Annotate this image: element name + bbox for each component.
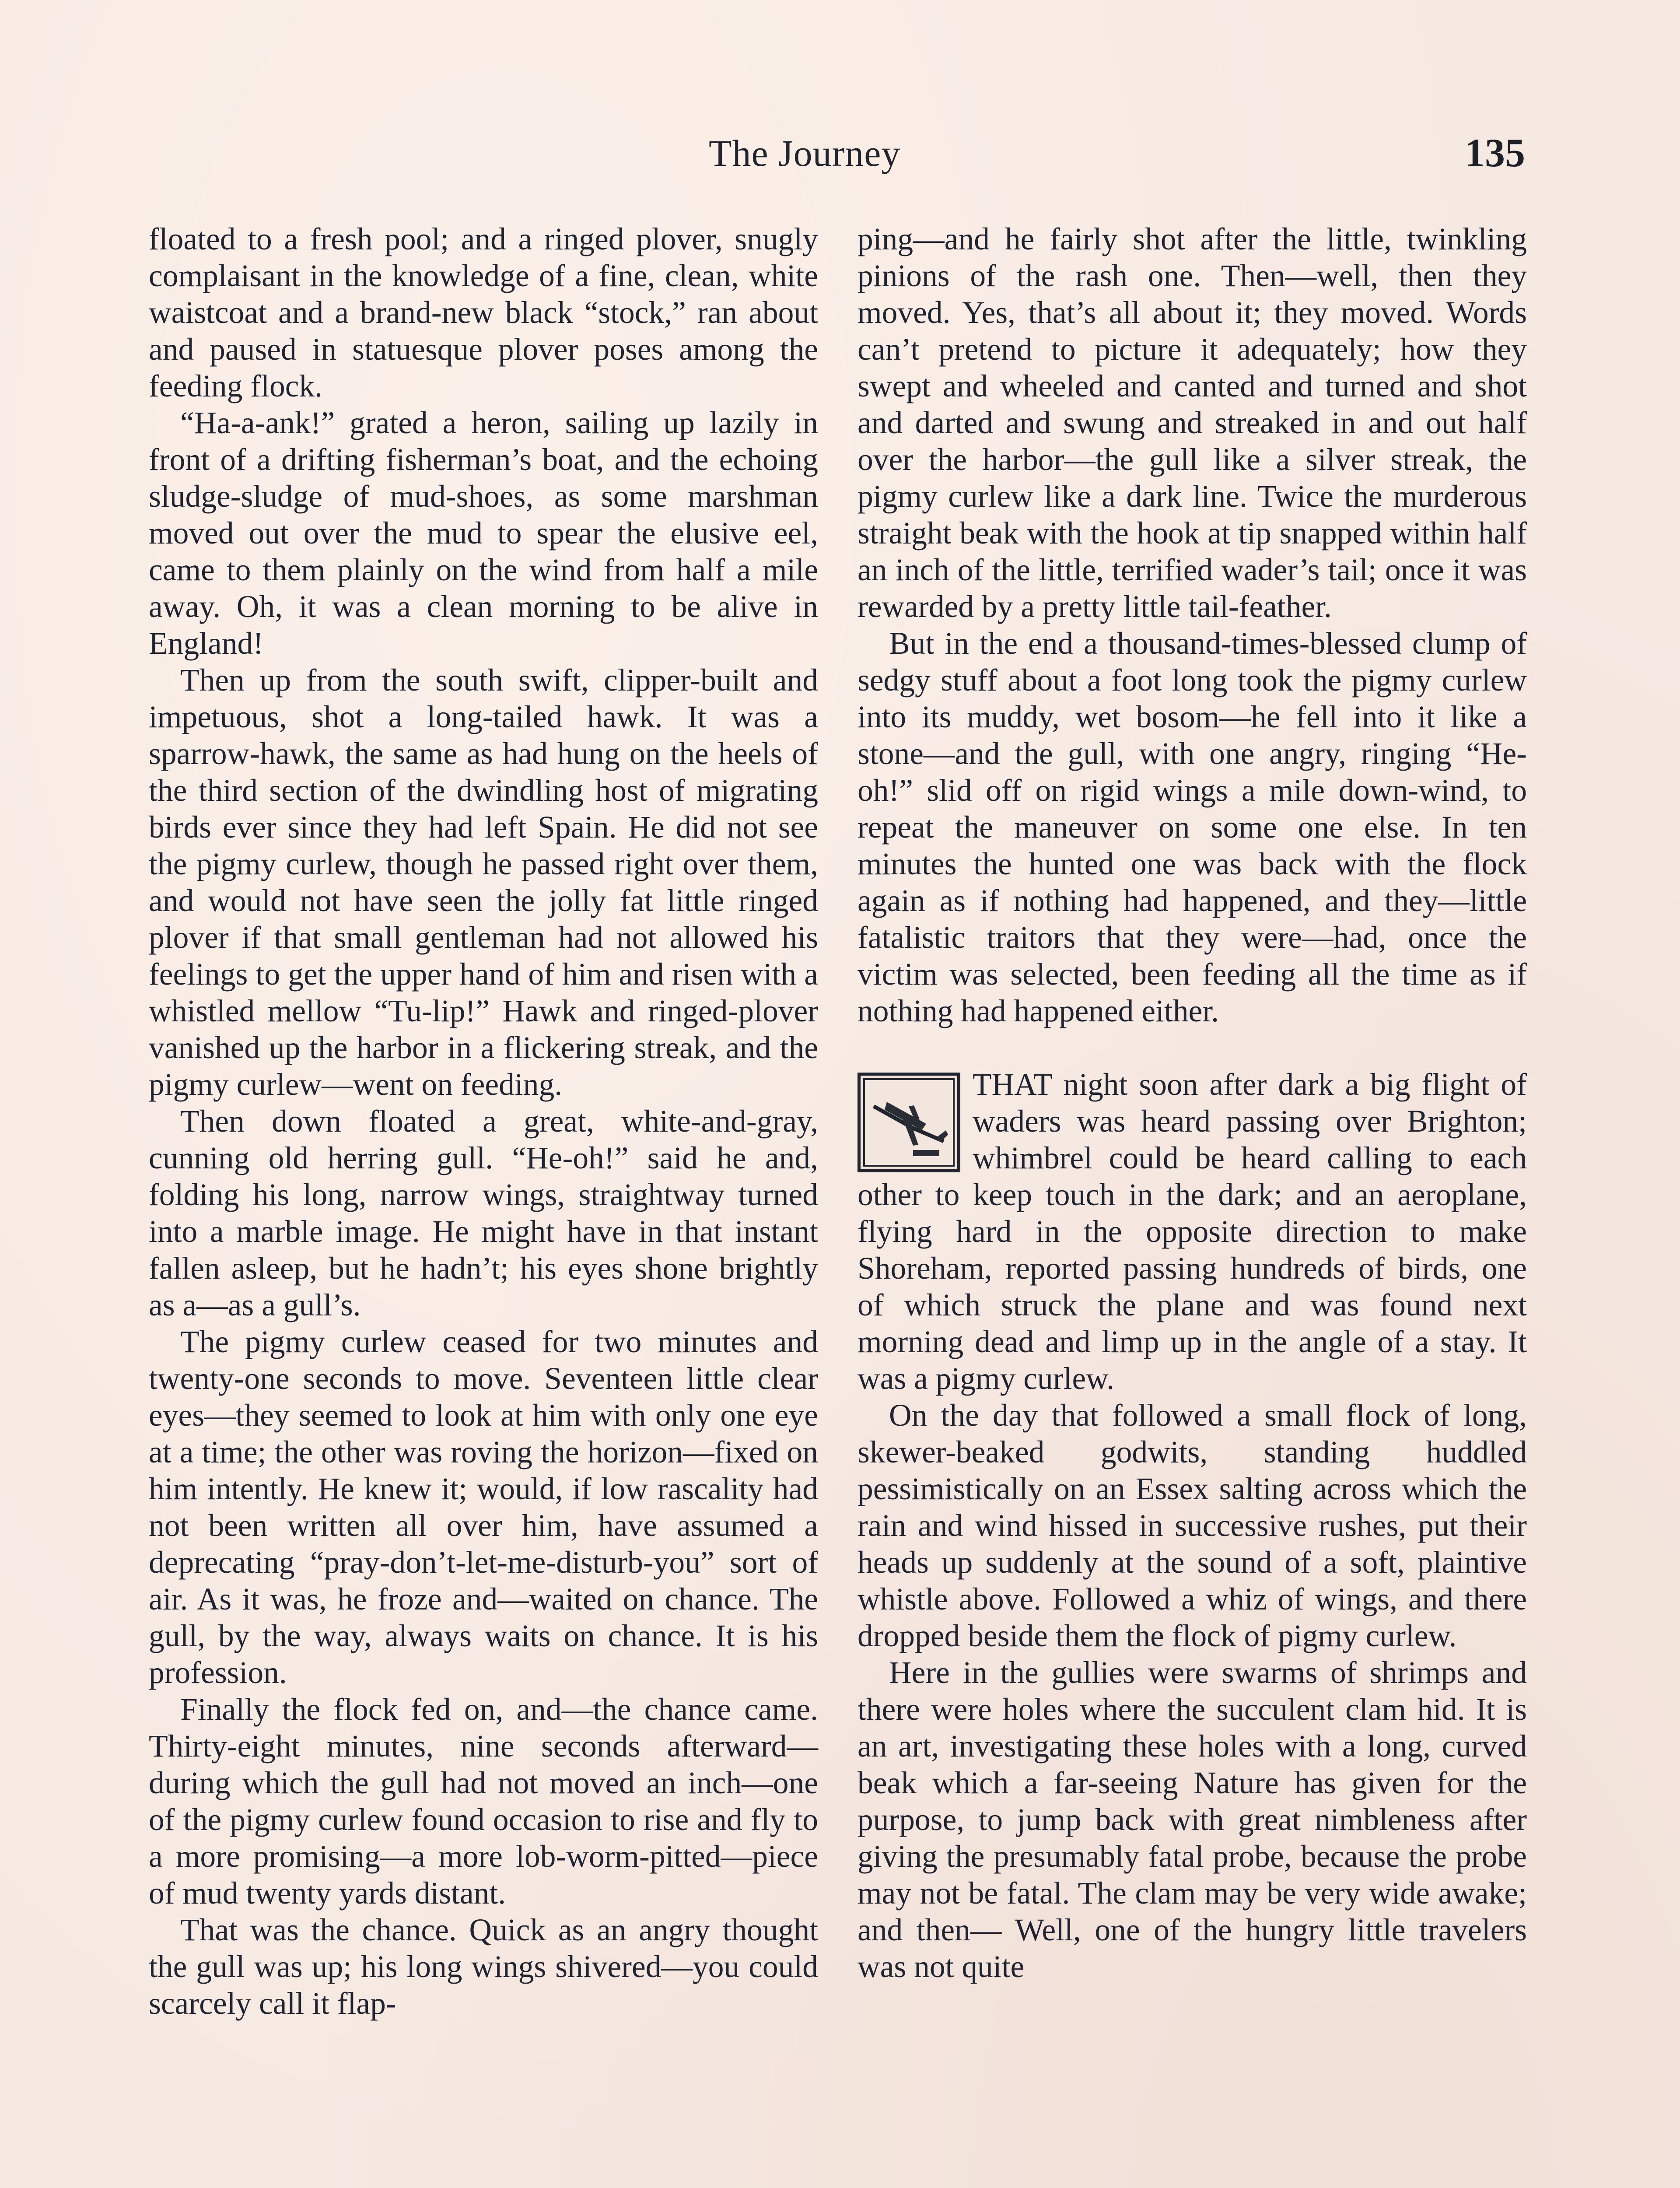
right-column <box>858 221 1527 1985</box>
paragraph: Then down floated a great, white-and-gray, cunning old herring gull. “He-oh!” said he and, folding his long, narrow wings, straightway turned into a marble image. He might have in that instant fallen asleep, but he hadn’t; his eyes shone brightly as a—as a gull’s. <box>149 1104 818 1322</box>
paragraph: The pigmy curlew ceased for two minutes and twenty-one seconds to move. Seventeen little clear eyes—they seemed to look at him with only one eye at a time; the other was roving the horizon—fixed on him intently. He knew it; would, if low rascality had not been written all over him, have assumed a deprecating “pray-don’t-let-me-disturb-you” sort of air. As it was, he froze and—waited on chance. The gull, by the way, always waits on chance. It is his profession. <box>149 1325 818 1690</box>
running-title: The Journey <box>709 132 901 174</box>
paragraph: Here in the gullies were swarms of shrimps and there were holes where the succulent clam hid. It is an art, investigating these holes with a long, curved beak which a far-seeing Nature has given for the purpose, to jump back with great nimbleness after giving the presumably fatal probe, because the probe may not be fatal. The clam may be very wide awake; and then— Well, one of the hungry little travelers was not quite <box>858 1655 1527 1984</box>
paragraph: Finally the flock fed on, and—the chance came. Thirty-eight minutes, nine seconds afterward—during which the gull had not moved an inch—one of the pigmy curlew found occasion to rise and fly to a more promising—a more lob-worm-pitted—piece of mud twenty yards distant. <box>149 1692 818 1911</box>
paragraph: But in the end a thousand-times-blessed clump of sedgy stuff about a foot long took the pigmy curlew into its muddy, wet bosom—he fell into it like a stone—and the gull, with one angry, ringing “He-oh!” slid off on rigid wings a mile down-wind, to repeat the maneuver on some one else. In ten minutes the hunted one was back with the flock again as if nothing had happened, and they—little fatalistic traitors that they were—had, once the victim was selected, been feeding all the time as if nothing had happened either. <box>858 626 1527 1028</box>
page-number: 135 <box>1465 130 1525 175</box>
left-column <box>149 221 818 2022</box>
paragraph: On the day that followed a small flock of long, skewer-beaked godwits, standing huddled pessimistically on an Essex salting across which the rain and wind hissed in successive rushes, put their heads up suddenly at the sound of a soft, plaintive whistle above. Followed a whiz of wings, and there dropped beside them the flock of pigmy curlew. <box>858 1398 1527 1653</box>
aeroplane-icon <box>858 1073 960 1172</box>
section-opening-paragraph <box>858 1066 1527 1397</box>
paragraph: That was the chance. Quick as an angry thought the gull was up; his long wings shivered—you could scarcely call it flap- <box>149 1913 818 2021</box>
paragraph: Then up from the south swift, clipper-built and impetuous, shot a long-tailed hawk. It was a sparrow-hawk, the same as had hung on the heels of the third section of the dwindling host of migrating birds ever since they had left Spain. He did not see the pigmy curlew, though he passed right over them, and would not have seen the jolly fat little ringed plover if that small gentleman had not allowed his feelings to get the upper hand of him and risen with a whistled mellow “Tu-lip!” Hawk and ringed-plover vanished up the harbor in a flickering streak, and the pigmy curlew—went on feeding. <box>149 663 818 1102</box>
paragraph-text: THAT night soon after dark a big flight of waders was heard passing over Brighton; whimbrel could be heard calling to each other to keep touch in the dark; and an aeroplane, flying hard in the opposite direction to make Shoreham, reported passing hundreds of birds, one of which struck the plane and was found next morning dead and limp up in the angle of a stay. It was a pigmy curlew. <box>858 1067 1527 1396</box>
paragraph: floated to a fresh pool; and a ringed plover, snugly complaisant in the knowledge of a fine, clean, white waistcoat and a brand-new black “stock,” ran about and paused in statuesque plover poses among the feeding flock. <box>149 222 818 403</box>
paragraph: ping—and he fairly shot after the little, twinkling pinions of the rash one. Then—well, then they moved. Yes, that’s all about it; they moved. Words can’t pretend to picture it adequately; how they swept and wheeled and canted and turned and shot and darted and swung and streaked in and out half over the harbor—the gull like a silver streak, the pigmy curlew like a dark line. Twice the murderous straight beak with the hook at tip snapped within half an inch of the little, terrified wader’s tail; once it was rewarded by a pretty little tail-feather. <box>858 222 1527 624</box>
paragraph: “Ha-a-ank!” grated a heron, sailing up lazily in front of a drifting fisherman’s boat, and the echoing sludge-sludge of mud-shoes, as some marshman moved out over the mud to spear the elusive eel, came to them plainly on the wind from half a mile away. Oh, it was a clean morning to be alive in England! <box>149 406 818 661</box>
